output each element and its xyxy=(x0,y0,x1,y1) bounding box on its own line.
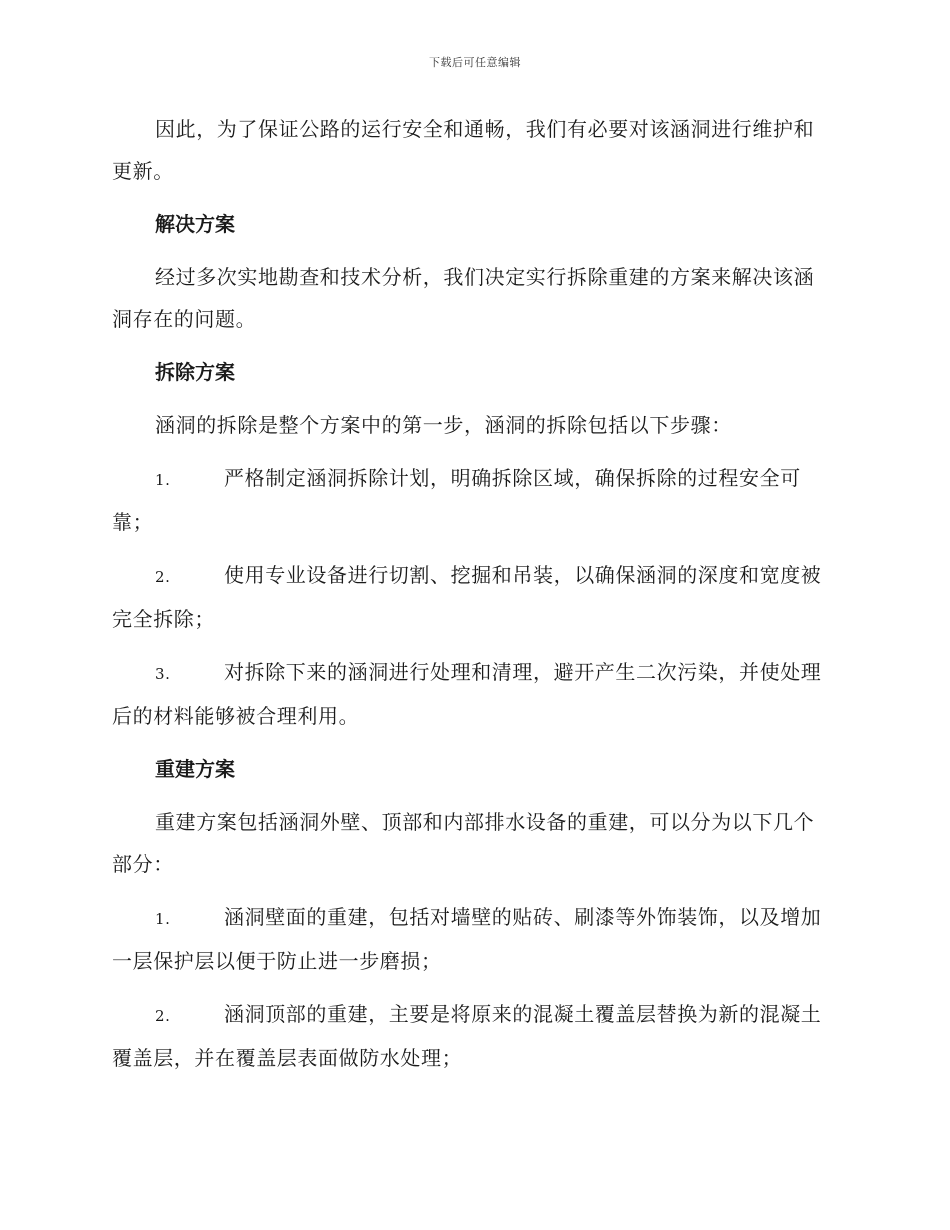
list-item xyxy=(112,993,834,1079)
list-text: 使用专业设备进行切割、挖掘和吊装，以确保涵洞的深度和宽度被完全拆除； xyxy=(112,563,822,631)
heading-demolition: 拆除方案 xyxy=(155,360,235,384)
paragraph-demolition-intro: 涵洞的拆除是整个方案中的第一步，涵洞的拆除包括以下步骤： xyxy=(155,413,732,437)
list-item xyxy=(112,554,834,640)
list-text: 涵洞壁面的重建，包括对墙壁的贴砖、刷漆等外饰装饰，以及增加一层保护层以便于防止进一步磨损； xyxy=(112,905,822,973)
list-text: 严格制定涵洞拆除计划，明确拆除区域，确保拆除的过程安全可靠； xyxy=(112,466,801,534)
heading-solution: 解决方案 xyxy=(155,212,235,236)
paragraph-rebuild-intro: 重建方案包括涵洞外壁、顶部和内部排水设备的重建，可以分为以下几个部分： xyxy=(112,810,815,876)
page-header-note: 下载后可任意编辑 xyxy=(429,56,521,69)
list-number: 3. xyxy=(155,665,171,683)
heading-rebuild: 重建方案 xyxy=(155,757,235,781)
list-item xyxy=(112,651,834,737)
paragraph-intro: 因此，为了保证公路的运行安全和通畅，我们有必要对该涵洞进行维护和更新。 xyxy=(112,117,815,183)
list-number: 1. xyxy=(155,471,171,489)
list-text: 对拆除下来的涵洞进行处理和清理，避开产生二次污染，并使处理后的材料能够被合理利用。 xyxy=(112,660,822,728)
paragraph-solution: 经过多次实地勘查和技术分析，我们决定实行拆除重建的方案来解决该涵洞存在的问题。 xyxy=(112,265,815,331)
list-item xyxy=(112,457,834,543)
document-body xyxy=(112,108,834,1090)
list-number: 2. xyxy=(155,568,171,586)
list-text: 涵洞顶部的重建，主要是将原来的混凝土覆盖层替换为新的混凝土覆盖层，并在覆盖层表面做防水处理； xyxy=(112,1002,822,1070)
list-item xyxy=(112,896,834,982)
list-number: 1. xyxy=(155,910,171,928)
list-number: 2. xyxy=(155,1007,171,1025)
